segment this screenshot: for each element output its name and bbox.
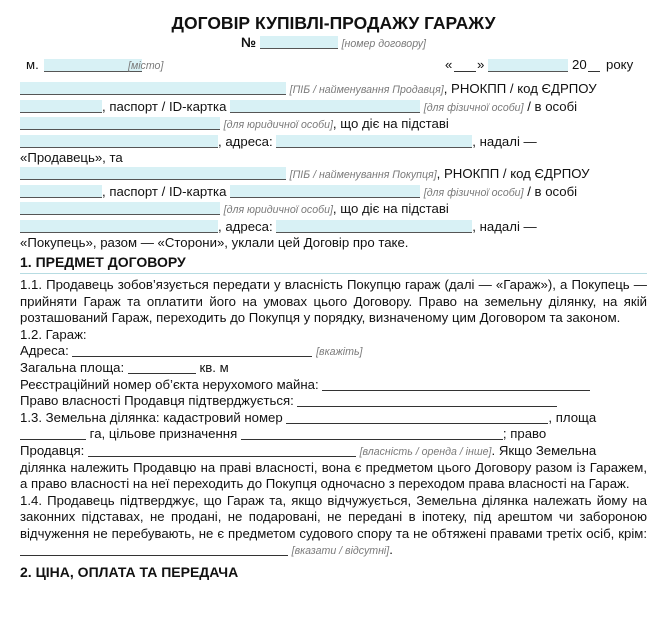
section-2-heading: 2. ЦІНА, ОПЛАТА ТА ПЕРЕДАЧА — [20, 564, 239, 581]
seller-address-label: , адреса: — [218, 133, 273, 149]
garage-address-field[interactable] — [72, 344, 312, 357]
plot-right-field[interactable] — [88, 444, 356, 457]
buyer-rnokpp-field[interactable] — [20, 185, 102, 198]
plot-seller-label: Продавця: — [20, 442, 85, 458]
buyer-legal-hint: [для юридичної особи] — [223, 204, 333, 217]
seller-passport-label: , паспорт / ID-картка — [102, 98, 227, 114]
month-field[interactable] — [488, 59, 568, 72]
buyer-acting-label: , що діє на підставі — [332, 201, 449, 217]
plot-right-label: ; право — [502, 426, 547, 442]
seller-phys-hint: [для фізичної особи] — [423, 101, 524, 114]
contract-title: ДОГОВІР КУПІВЛІ-ПРОДАЖУ ГАРАЖУ — [171, 13, 496, 33]
seller-role: «Продавець», та — [20, 150, 123, 166]
plot-right-hint: [власність / оренда / інше] — [359, 445, 492, 458]
clause-1-3-cadastre-label: 1.3. Земельна ділянка: кадастровий номер — [20, 409, 283, 425]
buyer-address-field[interactable] — [276, 220, 472, 233]
city-prefix: м. — [26, 57, 39, 72]
clause-1-2-label: 1.2. Гараж: — [20, 326, 87, 342]
section-1-heading: 1. ПРЕДМЕТ ДОГОВОРУ — [20, 254, 647, 274]
seller-basis-field[interactable] — [20, 135, 218, 148]
garage-area-label: Загальна площа: — [20, 360, 125, 376]
seller-name-hint: [ПІБ / найменування Продавця] — [289, 84, 444, 97]
clause-1-3-continuation: ділянка належить Продавцю на праві власності, вона є предметом цього Договору разом із Гаражем, а право власності на неї переходить до Покупця одночасно з переходом права власності на Гараж. — [20, 459, 647, 492]
buyer-address-label: , адреса: — [218, 218, 273, 234]
encumbrances-field[interactable] — [20, 543, 288, 556]
seller-hereinafter-label: , надалі — — [472, 133, 537, 149]
plot-purpose-label: га, цільове призначення — [89, 426, 238, 442]
seller-legal-hint: [для юридичної особи] — [223, 119, 333, 132]
garage-reg-field[interactable] — [322, 378, 590, 391]
city-hint: [місто] — [128, 60, 164, 72]
garage-address-hint: [вкажіть] — [316, 346, 363, 359]
seller-passport-field[interactable] — [230, 100, 420, 113]
buyer-name-field[interactable] — [20, 167, 286, 180]
buyer-rnokpp-label: , РНОКПП / код ЄДРПОУ — [436, 166, 590, 182]
clause-1-1: 1.1. Продавець зобов’язується передати у власність Покупцю гараж (далі — «Гараж»), а Покупець — прийняти Гараж та оплатити його на умовах цього Договору. Право на земельну ділянку, на якій розташований Гараж, переходить до Покупця у порядку, визначеному цим Договором та законом. — [20, 277, 647, 326]
seller-acting-label: , що діє на підставі — [332, 116, 449, 132]
day-field[interactable] — [454, 59, 476, 72]
contract-number-field[interactable] — [260, 36, 338, 49]
buyer-representative-field[interactable] — [20, 202, 220, 215]
ownership-field[interactable] — [297, 394, 557, 407]
ownership-label: Право власності Продавця підтверджується: — [20, 393, 294, 409]
seller-in-person-label: / в особі — [527, 98, 578, 114]
date-close-quote: » — [477, 57, 485, 72]
seller-address-field[interactable] — [276, 135, 472, 148]
garage-address-label: Адреса: — [20, 343, 69, 359]
number-label: № — [241, 35, 257, 50]
clause-1-4-end: . — [389, 541, 393, 557]
buyer-hereinafter-label: , надалі — — [472, 218, 537, 234]
seller-rnokpp-field[interactable] — [20, 100, 102, 113]
buyer-basis-field[interactable] — [20, 220, 218, 233]
plot-if-label: . Якщо Земельна — [491, 442, 597, 458]
garage-reg-label: Реєстраційний номер об’єкта нерухомого майна: — [20, 376, 319, 392]
buyer-role: «Покупець», разом — «Сторони», уклали цей Договір про таке. — [20, 235, 409, 251]
date-open-quote: « — [445, 57, 453, 72]
seller-representative-field[interactable] — [20, 117, 220, 130]
year-field[interactable] — [588, 59, 600, 72]
number-hint: [номер договору] — [341, 38, 426, 50]
clause-1-4: 1.4. Продавець підтверджує, що Гараж та, якщо відчужується, Земельна ділянка належать йому на законних підставах, не продані, не подаровані, не передані в іпотеку, під арештом чи забороною відчуження не перебувають, не є предметом судового спору та не обтяжені правами третіх осіб, крім: — [20, 492, 647, 541]
seller-name-field[interactable] — [20, 82, 286, 95]
place-date-line — [20, 57, 647, 73]
buyer-passport-field[interactable] — [230, 185, 420, 198]
plot-area-label: , площа — [548, 409, 597, 425]
garage-area-unit: кв. м — [199, 360, 229, 376]
garage-area-field[interactable] — [128, 361, 196, 374]
buyer-phys-hint: [для фізичної особи] — [423, 186, 524, 199]
buyer-in-person-label: / в особі — [527, 183, 578, 199]
buyer-block — [20, 166, 647, 251]
seller-rnokpp-label: , РНОКПП / код ЄДРПОУ — [443, 81, 597, 97]
year-prefix: 20 — [572, 57, 587, 72]
buyer-passport-label: , паспорт / ID-картка — [102, 183, 227, 199]
buyer-name-hint: [ПІБ / найменування Покупця] — [289, 169, 437, 182]
plot-purpose-field[interactable] — [241, 427, 503, 440]
contract-number-line — [20, 34, 647, 53]
year-suffix: року — [606, 57, 634, 72]
plot-area-field[interactable] — [20, 427, 86, 440]
cadastre-number-field[interactable] — [286, 411, 548, 424]
contract-document — [20, 12, 647, 586]
encumbrances-hint: [вказати / відсутні] — [291, 544, 390, 557]
seller-block — [20, 81, 647, 166]
